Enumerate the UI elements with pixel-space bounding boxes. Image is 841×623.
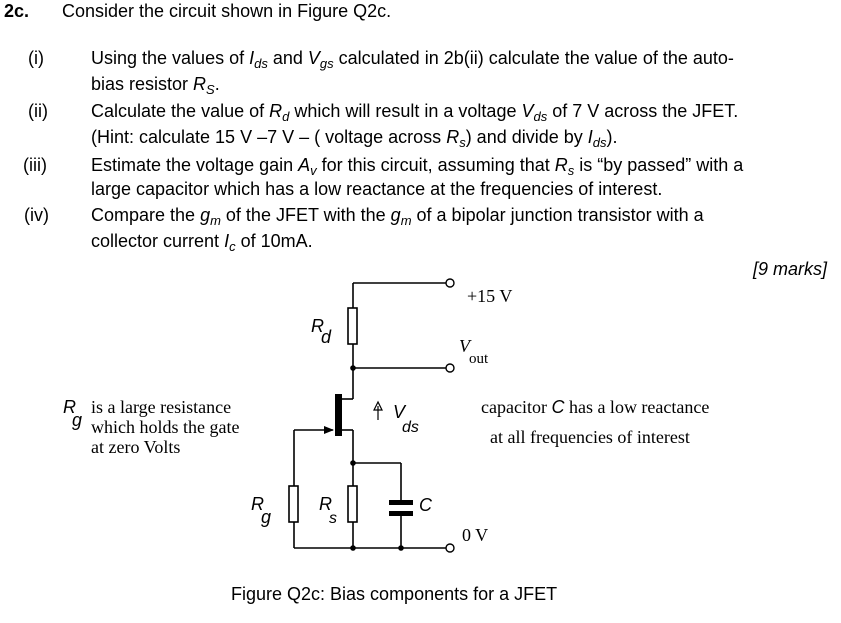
vout-label-sub: out xyxy=(469,351,489,367)
rg-note-r: R xyxy=(63,397,76,417)
text-segment: Compare the xyxy=(91,205,201,225)
supply-terminal xyxy=(446,279,454,287)
part-label: (i) xyxy=(28,48,44,68)
rd-label-r: R xyxy=(311,316,324,336)
part-label: (iii) xyxy=(23,155,47,175)
symbol: V xyxy=(521,101,534,121)
symbol: R xyxy=(269,101,283,121)
rs-label-r: R xyxy=(319,494,332,514)
symbol-subscript: S xyxy=(206,82,215,97)
symbol-subscript: gs xyxy=(319,56,334,71)
text-segment: which will result in a voltage xyxy=(289,101,522,121)
rg-label-r: R xyxy=(251,494,264,514)
capacitor-plate-top xyxy=(389,500,413,505)
rg-note-line2: which holds the gate xyxy=(91,417,240,437)
text-segment: ) and divide by xyxy=(465,127,588,147)
text-segment: ). xyxy=(606,127,618,147)
symbol: I xyxy=(587,127,593,147)
symbol-subscript: s xyxy=(567,163,575,178)
vout-label-v: V xyxy=(459,336,470,356)
rg-note-sub: g xyxy=(72,410,83,430)
symbol: A xyxy=(298,155,311,175)
junction-dot xyxy=(350,460,356,466)
symbol: V xyxy=(307,48,320,68)
ground-terminal xyxy=(446,544,454,552)
text-segment: collector current xyxy=(91,231,225,251)
text-segment: (Hint: calculate 15 V –7 V – ( voltage across xyxy=(91,127,447,147)
text-segment: large capacitor which has a low reactance at the frequencies of interest. xyxy=(91,179,663,199)
part-label: (ii) xyxy=(28,101,48,121)
rg-note-line3: at zero Volts xyxy=(91,437,181,457)
rg-note-line1: is a large resistance xyxy=(91,397,232,417)
marks-label: [9 marks] xyxy=(752,259,827,279)
symbol: I xyxy=(249,48,255,68)
text-segment: for this circuit, assuming that xyxy=(316,155,555,175)
gate-arrow xyxy=(324,426,334,434)
text-segment: . xyxy=(214,74,220,94)
rd-label-sub: d xyxy=(321,327,332,347)
cap-note-line1: capacitor C has a low reactance xyxy=(481,397,710,417)
text-segment: is “by passed” with a xyxy=(574,155,744,175)
junction-dot xyxy=(350,545,356,551)
text-segment: Calculate the value of xyxy=(91,101,270,121)
cap-note-line2: at all frequencies of interest xyxy=(490,427,690,447)
ground-label: 0 V xyxy=(462,525,489,545)
text-segment: calculated in 2b(ii) calculate the value of the auto- xyxy=(333,48,734,68)
text-segment: and xyxy=(267,48,308,68)
symbol-subscript: ds xyxy=(254,56,268,71)
junction-dot xyxy=(350,365,356,371)
vds-label-sub: ds xyxy=(402,419,419,436)
symbol: R xyxy=(193,74,207,94)
text-segment: of a bipolar junction transistor with a xyxy=(411,205,704,225)
symbol: g xyxy=(200,205,211,225)
symbol: R xyxy=(446,127,460,147)
text-segment: Estimate the voltage gain xyxy=(91,155,299,175)
symbol: I xyxy=(224,231,230,251)
symbol-subscript: ds xyxy=(533,109,548,124)
symbol-subscript: c xyxy=(229,239,236,254)
text-segment: bias resistor xyxy=(91,74,194,94)
junction-dot xyxy=(398,545,404,551)
symbol: R xyxy=(554,155,568,175)
symbol: g xyxy=(390,205,401,225)
text-segment: of 7 V across the JFET. xyxy=(547,101,739,121)
question-number: 2c. xyxy=(4,1,30,21)
symbol-subscript: m xyxy=(210,213,221,228)
symbol-subscript: ds xyxy=(592,135,607,150)
text-segment: of 10mA. xyxy=(235,231,313,251)
supply-label: +15 V xyxy=(467,286,513,306)
rs-label-sub: s xyxy=(329,510,337,527)
symbol-subscript: s xyxy=(459,135,466,150)
text-segment: Using the values of xyxy=(91,48,250,68)
capacitor-plate-bottom xyxy=(389,511,413,516)
figure-caption: Figure Q2c: Bias components for a JFET xyxy=(231,584,558,604)
symbol-subscript: v xyxy=(310,163,317,178)
symbol-subscript: d xyxy=(282,109,290,124)
text-segment: of the JFET with the xyxy=(220,205,391,225)
question-intro: Consider the circuit shown in Figure Q2c. xyxy=(62,1,392,21)
rg-label-sub: g xyxy=(261,507,272,527)
symbol-subscript: m xyxy=(400,213,412,228)
output-terminal xyxy=(446,364,454,372)
vds-label-v: V xyxy=(393,402,406,422)
cap-label: C xyxy=(419,495,432,515)
part-label: (iv) xyxy=(24,205,49,225)
jfet-channel xyxy=(335,394,342,436)
